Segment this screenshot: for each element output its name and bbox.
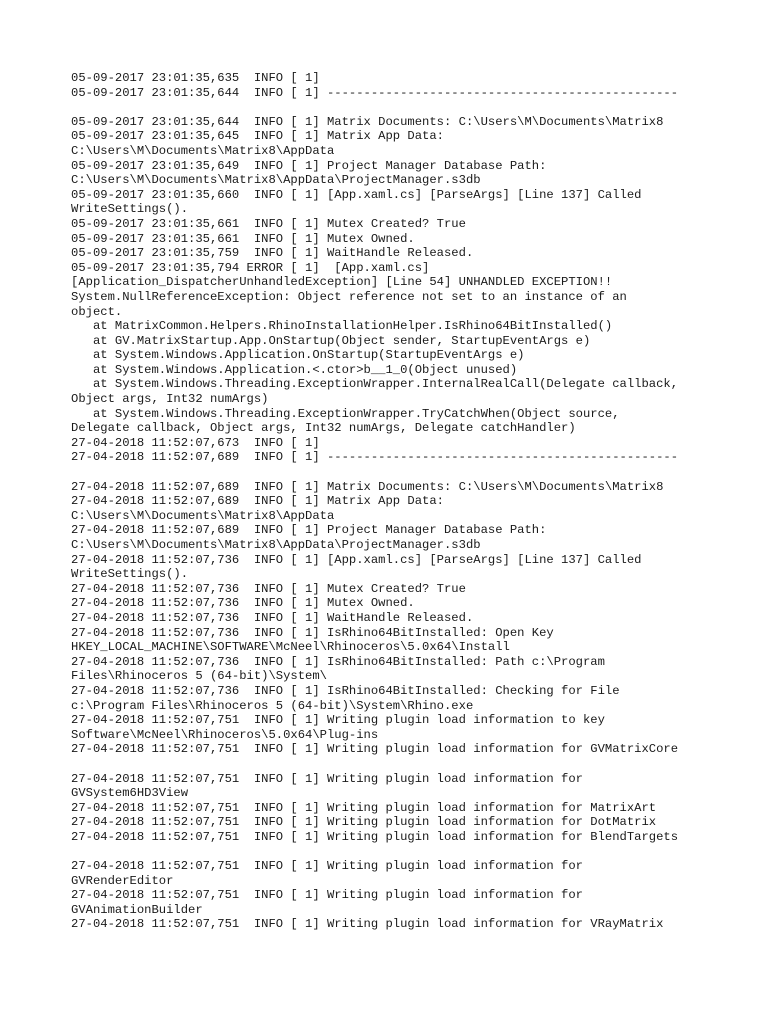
log-line: 27-04-2018 11:52:07,751 INFO [ 1] Writing plugin load information for VRayMatrix bbox=[71, 917, 664, 932]
log-line: at System.Windows.Threading.ExceptionWrapper.TryCatchWhen(Object source, bbox=[71, 406, 620, 421]
blank-line bbox=[71, 465, 761, 480]
log-line: 27-04-2018 11:52:07,689 INFO [ 1] Matrix App Data: bbox=[71, 494, 444, 509]
log-line: c:\Program Files\Rhinoceros 5 (64-bit)\System\Rhino.exe bbox=[71, 698, 474, 713]
log-line: 27-04-2018 11:52:07,736 INFO [ 1] Mutex Owned. bbox=[71, 596, 415, 611]
log-line: 27-04-2018 11:52:07,751 INFO [ 1] Writing plugin load information for MatrixArt bbox=[71, 800, 657, 815]
log-line: 27-04-2018 11:52:07,736 INFO [ 1] IsRhino64BitInstalled: Open Key bbox=[71, 625, 554, 640]
log-line: 27-04-2018 11:52:07,751 INFO [ 1] Writing plugin load information for bbox=[71, 888, 583, 903]
log-line: 27-04-2018 11:52:07,751 INFO [ 1] Writing plugin load information for BlendTargets bbox=[71, 829, 679, 844]
log-line: 05-09-2017 23:01:35,660 INFO [ 1] [App.xaml.cs] [ParseArgs] [Line 137] Called bbox=[71, 187, 642, 202]
log-line: 05-09-2017 23:01:35,644 INFO [ 1] Matrix Documents: C:\Users\M\Documents\Matrix8 bbox=[71, 114, 664, 129]
log-line: object. bbox=[71, 304, 123, 319]
log-line: 05-09-2017 23:01:35,661 INFO [ 1] Mutex Created? True bbox=[71, 216, 466, 231]
log-line: 27-04-2018 11:52:07,736 INFO [ 1] WaitHandle Released. bbox=[71, 610, 474, 625]
log-line: Delegate callback, Object args, Int32 numArgs, Delegate catchHandler) bbox=[71, 421, 576, 436]
blank-line bbox=[71, 757, 761, 772]
log-line: 27-04-2018 11:52:07,751 INFO [ 1] Writing plugin load information for GVMatrixCore bbox=[71, 742, 679, 757]
log-line: 27-04-2018 11:52:07,673 INFO [ 1] bbox=[71, 435, 320, 450]
log-line: System.NullReferenceException: Object reference not set to an instance of an bbox=[71, 289, 627, 304]
log-line: C:\Users\M\Documents\Matrix8\AppData\ProjectManager.s3db bbox=[71, 538, 481, 552]
log-line: 05-09-2017 23:01:35,759 INFO [ 1] WaitHandle Released. bbox=[71, 246, 474, 261]
log-line: C:\Users\M\Documents\Matrix8\AppData bbox=[71, 508, 335, 523]
blank-line bbox=[71, 100, 761, 115]
log-line: WriteSettings(). bbox=[71, 567, 189, 582]
log-line: 27-04-2018 11:52:07,736 INFO [ 1] [App.xaml.cs] [ParseArgs] [Line 137] Called bbox=[71, 552, 642, 567]
log-line: GVAnimationBuilder bbox=[71, 902, 203, 917]
log-line: 05-09-2017 23:01:35,645 INFO [ 1] Matrix App Data: bbox=[71, 129, 444, 144]
log-line: Object args, Int32 numArgs) bbox=[71, 392, 269, 407]
log-line: 27-04-2018 11:52:07,751 INFO [ 1] Writing plugin load information to key bbox=[71, 713, 605, 728]
log-line: 05-09-2017 23:01:35,635 INFO [ 1] bbox=[71, 71, 320, 85]
log-line: at GV.MatrixStartup.App.OnStartup(Object sender, StartupEventArgs e) bbox=[71, 333, 591, 348]
log-document bbox=[71, 71, 761, 932]
log-line: C:\Users\M\Documents\Matrix8\AppData bbox=[71, 143, 335, 158]
log-line: 05-09-2017 23:01:35,794 ERROR [ 1] [App.xaml.cs] bbox=[71, 260, 430, 275]
log-line: at System.Windows.Application.OnStartup(StartupEventArgs e) bbox=[71, 348, 525, 363]
log-line: Files\Rhinoceros 5 (64-bit)\System\ bbox=[71, 669, 327, 684]
log-line: 27-04-2018 11:52:07,736 INFO [ 1] IsRhino64BitInstalled: Path c:\Program bbox=[71, 654, 605, 669]
log-line: at System.Windows.Threading.ExceptionWrapper.InternalRealCall(Delegate callback, bbox=[71, 377, 679, 392]
log-line: C:\Users\M\Documents\Matrix8\AppData\ProjectManager.s3db bbox=[71, 173, 481, 188]
log-line: Software\McNeel\Rhinoceros\5.0x64\Plug-ins bbox=[71, 727, 379, 742]
log-line: 05-09-2017 23:01:35,644 INFO [ 1] ------------------------------------------------ bbox=[71, 85, 679, 100]
log-line: GVRenderEditor bbox=[71, 873, 174, 888]
log-line: 27-04-2018 11:52:07,689 INFO [ 1] Matrix Documents: C:\Users\M\Documents\Matrix8 bbox=[71, 479, 664, 494]
log-line: WriteSettings(). bbox=[71, 202, 189, 217]
log-line: [Application_DispatcherUnhandledException] [Line 54] UNHANDLED EXCEPTION!! bbox=[71, 275, 613, 290]
log-line: GVSystem6HD3View bbox=[71, 786, 189, 801]
log-line: 27-04-2018 11:52:07,689 INFO [ 1] ------------------------------------------------ bbox=[71, 450, 679, 465]
log-line: 27-04-2018 11:52:07,751 INFO [ 1] Writing plugin load information for bbox=[71, 771, 583, 786]
log-line: HKEY_LOCAL_MACHINE\SOFTWARE\McNeel\Rhinoceros\5.0x64\Install bbox=[71, 640, 510, 655]
log-line: 27-04-2018 11:52:07,751 INFO [ 1] Writing plugin load information for bbox=[71, 859, 583, 874]
log-line: 27-04-2018 11:52:07,736 INFO [ 1] Mutex Created? True bbox=[71, 581, 466, 596]
blank-line bbox=[71, 844, 761, 859]
log-line: 27-04-2018 11:52:07,689 INFO [ 1] Project Manager Database Path: bbox=[71, 523, 547, 538]
log-line: 05-09-2017 23:01:35,649 INFO [ 1] Project Manager Database Path: bbox=[71, 158, 547, 173]
log-line: 05-09-2017 23:01:35,661 INFO [ 1] Mutex Owned. bbox=[71, 231, 415, 246]
log-line: at MatrixCommon.Helpers.RhinoInstallationHelper.IsRhino64BitInstalled() bbox=[71, 319, 613, 334]
log-line: at System.Windows.Application.<.ctor>b__1_0(Object unused) bbox=[71, 362, 518, 377]
log-line: 27-04-2018 11:52:07,736 INFO [ 1] IsRhino64BitInstalled: Checking for File bbox=[71, 683, 620, 698]
log-line: 27-04-2018 11:52:07,751 INFO [ 1] Writing plugin load information for DotMatrix bbox=[71, 815, 657, 830]
